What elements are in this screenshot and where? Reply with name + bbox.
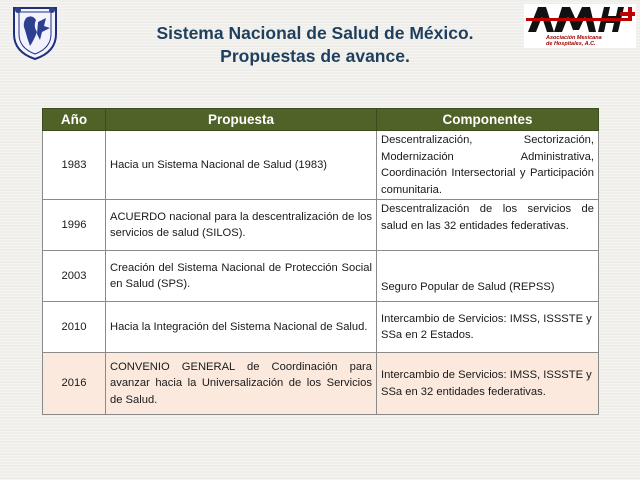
row-components: Descentralización de los servicios de salud en las 32 entidades federativas. [377, 200, 599, 251]
title-line-2: Propuestas de avance. [220, 46, 410, 66]
row-components: Descentralización, Sectorización, Modernización Administrativa, Coordinación Intersectorial y Participación comunitaria. [377, 131, 599, 200]
table-header-row [43, 109, 599, 131]
table-row [43, 131, 599, 200]
amh-org-line1: Asociación Mexicana [546, 35, 602, 41]
row-proposal: Creación del Sistema Nacional de Protección Social en Salud (SPS). [106, 251, 377, 302]
header-proposal: Propuesta [106, 109, 377, 131]
amh-org-name [546, 35, 636, 47]
row-year: 1996 [43, 200, 106, 251]
row-proposal: Hacia la Integración del Sistema Nacional de Salud. [106, 302, 377, 353]
row-components: Intercambio de Servicios: IMSS, ISSSTE y SSa en 32 entidades federativas. [377, 353, 599, 415]
table-row [43, 251, 599, 302]
row-year: 1983 [43, 131, 106, 200]
page-title [120, 22, 510, 68]
title-line-1: Sistema Nacional de Salud de México. [156, 23, 474, 43]
row-proposal: ACUERDO nacional para la descentralización de los servicios de salud (SILOS). [106, 200, 377, 251]
row-year: 2010 [43, 302, 106, 353]
table-row [43, 302, 599, 353]
header-components: Componentes [377, 109, 599, 131]
row-year: 2003 [43, 251, 106, 302]
row-components: Intercambio de Servicios: IMSS, ISSSTE y SSa en 2 Estados. [377, 302, 599, 353]
proposals-table [42, 108, 599, 415]
header-year: Año [43, 109, 106, 131]
amh-logo-icon [524, 4, 636, 34]
row-proposal: CONVENIO GENERAL de Coordinación para avanzar hacia la Universalización de los Servicios de Salud. [106, 353, 377, 415]
row-proposal: Hacia un Sistema Nacional de Salud (1983) [106, 131, 377, 200]
row-year: 2016 [43, 353, 106, 415]
amh-org-line2: de Hospitales, A.C. [546, 41, 596, 47]
row-components: Seguro Popular de Salud (REPSS) [377, 251, 599, 302]
table-row-highlighted [43, 353, 599, 415]
unam-crest-icon [6, 4, 64, 62]
amh-logo [524, 4, 636, 48]
table-row [43, 200, 599, 251]
